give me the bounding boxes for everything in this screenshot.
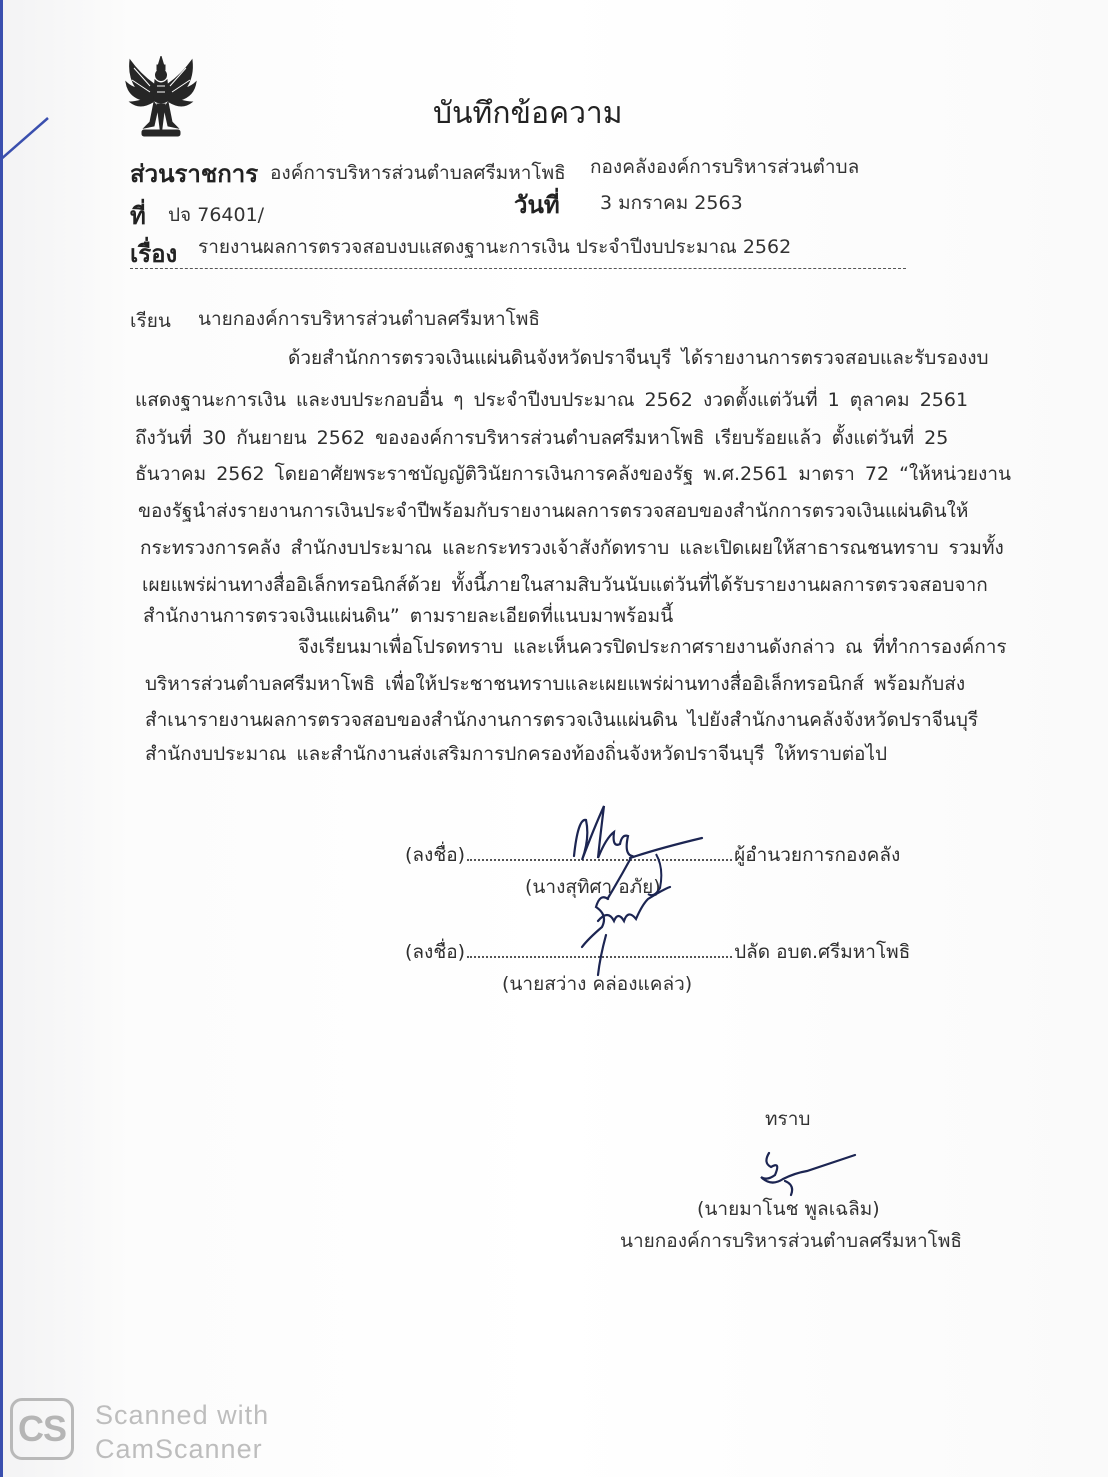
signatory-name: (นางสุทิศา อภัย) bbox=[525, 876, 661, 898]
watermark-line-2: CamScanner bbox=[95, 1434, 263, 1464]
header-divider bbox=[130, 268, 906, 269]
paragraph-line: ถึงวันที่ 30 กันยายน 2562 ขององค์การบริหารส่วนตำบลศรีมหาโพธิ เรียบร้อยแล้ว ตั้งแต่วันที่ 25 bbox=[135, 427, 949, 449]
scan-edge-diagonal bbox=[0, 100, 60, 170]
subject-label: เรื่อง bbox=[130, 240, 178, 268]
acknowledgement-note: ทราบ bbox=[765, 1108, 811, 1130]
subject-value: รายงานผลการตรวจสอบงบแสดงฐานะการเงิน ประจำปีงบประมาณ 2562 bbox=[198, 236, 792, 258]
salutation-label: เรียน bbox=[130, 310, 171, 332]
scan-edge-line bbox=[0, 0, 3, 1477]
paragraph-line: จึงเรียนมาเพื่อโปรดทราบ และเห็นควรปิดประกาศรายงานดังกล่าว ณ ที่ทำการองค์การ bbox=[298, 636, 1007, 658]
signatory-name: (นายสว่าง คล่องแคล่ว) bbox=[502, 973, 693, 995]
paragraph-line: สำนักงานการตรวจเงินแผ่นดิน” ตามรายละเอียดที่แนบมาพร้อมนี้ bbox=[143, 605, 674, 627]
memo-title: บันทึกข้อความ bbox=[433, 96, 623, 131]
reference-number: ปจ 76401/ bbox=[168, 204, 265, 226]
paragraph-line: เผยแพร่ผ่านทางสื่ออิเล็กทรอนิกส์ด้วย ทั้งนี้ภายในสามสิบวันนับแต่วันที่ได้รับรายงานผลการตรวจสอบจาก bbox=[142, 574, 988, 596]
watermark-line-1: Scanned with bbox=[95, 1400, 270, 1430]
date-label: วันที่ bbox=[514, 191, 560, 219]
salutation-recipient: นายกองค์การบริหารส่วนตำบลศรีมหาโพธิ bbox=[198, 308, 541, 330]
department-unit: กองคลังองค์การบริหารส่วนตำบล bbox=[590, 156, 860, 178]
paragraph-line: สำนักงบประมาณ และสำนักงานส่งเสริมการปกครองท้องถิ่นจังหวัดปราจีนบุรี ให้ทราบต่อไป bbox=[145, 743, 888, 765]
paragraph-line: กระทรวงการคลัง สำนักงบประมาณ และกระทรวงเจ้าสังกัดทราบ และเปิดเผยให้สาธารณชนทราบ รวมทั้ง bbox=[140, 537, 1004, 559]
paragraph-line: ด้วยสำนักการตรวจเงินแผ่นดินจังหวัดปราจีนบุรี ได้รายงานการตรวจสอบและรับรองงบ bbox=[288, 347, 989, 369]
handwritten-signature-2 bbox=[578, 885, 678, 980]
paragraph-line: สำเนารายงานผลการตรวจสอบของสำนักงานการตรวจเงินแผ่นดิน ไปยังสำนักงานคลังจังหวัดปราจีนบุรี bbox=[145, 709, 979, 731]
paragraph-line: บริหารส่วนตำบลศรีมหาโพธิ เพื่อให้ประชาชนทราบและเผยแพร่ผ่านทางสื่ออิเล็กทรอนิกส์ พร้อมกับส่ง bbox=[145, 673, 966, 695]
department-value: องค์การบริหารส่วนตำบลศรีมหาโพธิ bbox=[270, 162, 566, 184]
garuda-emblem-icon bbox=[124, 56, 198, 140]
signature-role: ปลัด อบต.ศรีมหาโพธิ bbox=[734, 941, 911, 963]
paragraph-line: ของรัฐนำส่งรายงานการเงินประจำปีพร้อมกับรายงานผลการตรวจสอบของสำนักการตรวจเงินแผ่นดินให้ bbox=[138, 500, 969, 522]
paragraph-line: แสดงฐานะการเงิน และงบประกอบอื่น ๆ ประจำปีงบประมาณ 2562 งวดตั้งแต่วันที่ 1 ตุลาคม 2561 bbox=[135, 389, 969, 411]
memo-date: 3 มกราคม 2563 bbox=[600, 192, 743, 214]
signature-role: ผู้อำนวยการกองคลัง bbox=[734, 844, 901, 866]
camscanner-logo-icon: CS bbox=[10, 1398, 74, 1460]
department-label: ส่วนราชการ bbox=[130, 160, 259, 188]
paragraph-line: ธันวาคม 2562 โดยอาศัยพระราชบัญญัติวินัยการเงินการคลังของรัฐ พ.ศ.2561 มาตรา 72 “ให้หน่วยงาน bbox=[135, 463, 1011, 485]
signature-prefix: (ลงชื่อ) bbox=[405, 844, 466, 866]
approver-name: (นายมาโนช พูลเฉลิม) bbox=[697, 1198, 880, 1220]
signature-prefix: (ลงชื่อ) bbox=[405, 941, 466, 963]
approver-position: นายกองค์การบริหารส่วนตำบลศรีมหาโพธิ bbox=[620, 1230, 963, 1252]
reference-label: ที่ bbox=[130, 202, 146, 230]
